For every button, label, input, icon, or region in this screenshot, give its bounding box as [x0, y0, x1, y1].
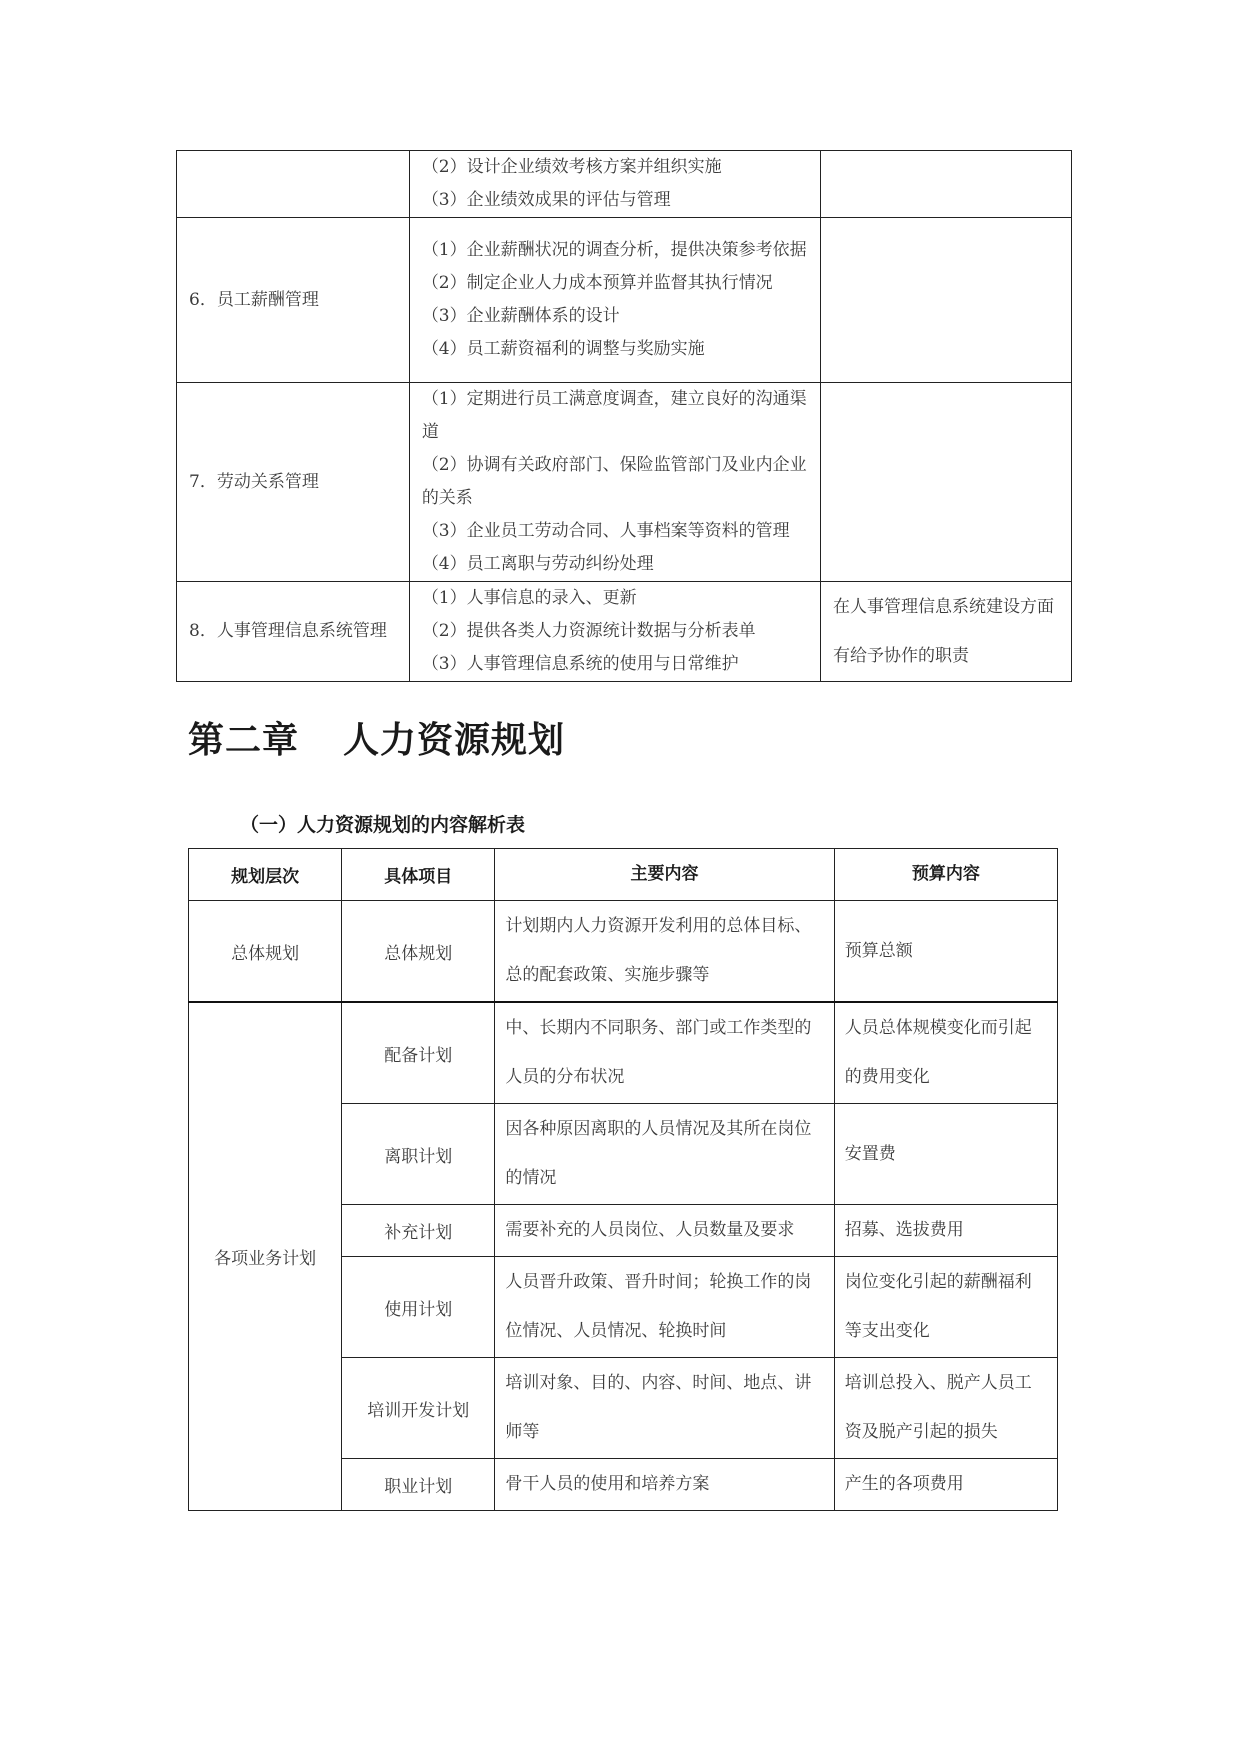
content-cell: 因各种原因离职的人员情况及其所在岗位的情况 — [495, 1104, 834, 1205]
table-row — [177, 218, 1072, 383]
content-cell: 人员晋升政策、晋升时间；轮换工作的岗位情况、人员情况、轮换时间 — [495, 1257, 834, 1358]
item-cell: 使用计划 — [342, 1257, 495, 1358]
task-line: （1）人事信息的录入、更新 — [421, 588, 637, 608]
item-cell: 职业计划 — [342, 1459, 495, 1511]
task-line: （3）企业绩效成果的评估与管理 — [421, 190, 671, 210]
task-line: （2）提供各类人力资源统计数据与分析表单 — [421, 621, 756, 641]
task-line: （3）人事管理信息系统的使用与日常维护 — [421, 654, 739, 674]
task-line: （4）员工薪资福利的调整与奖励实施 — [421, 339, 705, 359]
function-cell: 7．劳动关系管理 — [177, 383, 410, 582]
item-cell: 补充计划 — [342, 1205, 495, 1257]
task-line: （2）设计企业绩效考核方案并组织实施 — [421, 157, 722, 177]
tasks-cell — [409, 151, 820, 218]
chapter-name: 人力资源规划 — [343, 720, 566, 761]
task-line: （1）企业薪酬状况的调查分析，提供决策参考依据 — [421, 240, 807, 260]
content-cell: 骨干人员的使用和培养方案 — [495, 1459, 834, 1511]
task-line: （2）制定企业人力成本预算并监督其执行情况 — [421, 273, 773, 293]
column-header: 具体项目 — [342, 849, 495, 901]
budget-cell: 安置费 — [834, 1104, 1057, 1205]
task-line: （4）员工离职与劳动纠纷处理 — [421, 554, 654, 574]
function-cell: 8．人事管理信息系统管理 — [177, 582, 410, 682]
item-cell: 总体规划 — [342, 901, 495, 1003]
level-cell: 总体规划 — [189, 901, 342, 1003]
chapter-title — [188, 712, 565, 763]
table-row — [189, 1002, 1058, 1104]
table-row — [177, 582, 1072, 682]
content-cell: 需要补充的人员岗位、人员数量及要求 — [495, 1205, 834, 1257]
section-title: （一）人力资源规划的内容解析表 — [240, 814, 526, 836]
plan-table — [188, 848, 1058, 1511]
budget-cell: 培训总投入、脱产人员工资及脱产引起的损失 — [834, 1358, 1057, 1459]
task-line: （1）定期进行员工满意度调查，建立良好的沟通渠道 — [421, 389, 807, 442]
item-cell: 培训开发计划 — [342, 1358, 495, 1459]
function-cell: 6．员工薪酬管理 — [177, 218, 410, 383]
content-cell: 计划期内人力资源开发利用的总体目标、总的配套政策、实施步骤等 — [495, 901, 834, 1003]
note-cell — [820, 218, 1071, 383]
table-row — [189, 901, 1058, 1003]
budget-cell: 岗位变化引起的薪酬福利等支出变化 — [834, 1257, 1057, 1358]
item-cell: 配备计划 — [342, 1002, 495, 1104]
column-header: 规划层次 — [189, 849, 342, 901]
duty-table — [176, 150, 1072, 682]
task-line: （3）企业员工劳动合同、人事档案等资料的管理 — [421, 521, 790, 541]
budget-cell: 预算总额 — [834, 901, 1057, 1003]
content-cell: 中、长期内不同职务、部门或工作类型的人员的分布状况 — [495, 1002, 834, 1104]
task-line: （3）企业薪酬体系的设计 — [421, 306, 620, 326]
item-cell: 离职计划 — [342, 1104, 495, 1205]
task-line: （2）协调有关政府部门、保险监管部门及业内企业的关系 — [421, 455, 807, 508]
table-row — [177, 383, 1072, 582]
tasks-cell — [409, 582, 820, 682]
budget-cell: 人员总体规模变化而引起的费用变化 — [834, 1002, 1057, 1104]
note-cell — [820, 151, 1071, 218]
note-cell: 在人事管理信息系统建设方面有给予协作的职责 — [820, 582, 1071, 682]
header-row — [189, 849, 1058, 901]
budget-cell: 产生的各项费用 — [834, 1459, 1057, 1511]
tasks-cell — [409, 218, 820, 383]
level-cell: 各项业务计划 — [189, 1002, 342, 1511]
tasks-cell — [409, 383, 820, 582]
chapter-number: 第二章 — [188, 720, 300, 761]
content-cell: 培训对象、目的、内容、时间、地点、讲师等 — [495, 1358, 834, 1459]
budget-cell: 招募、选拔费用 — [834, 1205, 1057, 1257]
column-header: 预算内容 — [834, 849, 1057, 901]
function-cell — [177, 151, 410, 218]
table-row — [177, 151, 1072, 218]
note-cell — [820, 383, 1071, 582]
column-header: 主要内容 — [495, 849, 834, 901]
